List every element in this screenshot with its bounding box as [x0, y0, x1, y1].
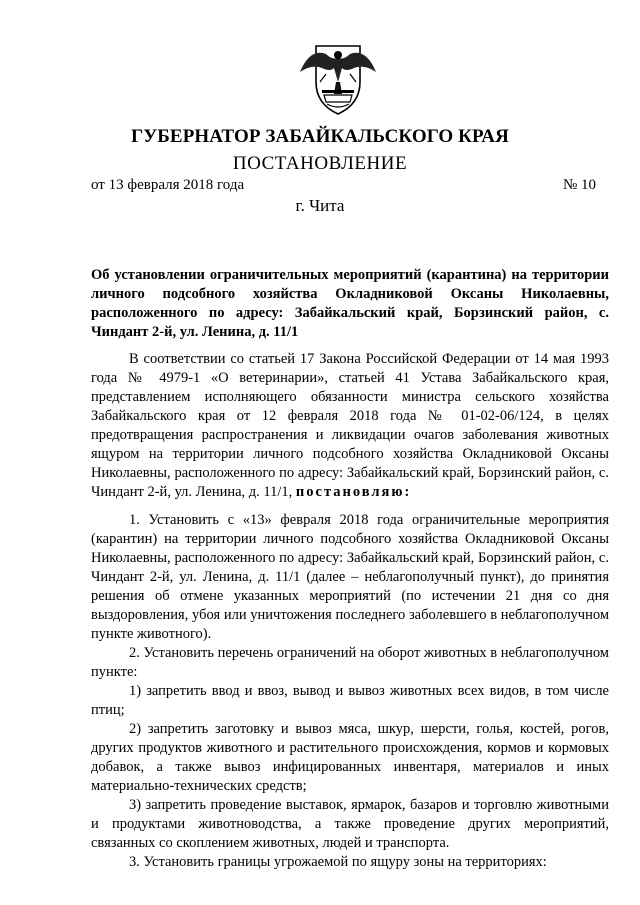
document-body: [91, 350, 609, 872]
document-date: от 13 февраля 2018 года: [91, 177, 245, 193]
authority-title: ГУБЕРНАТОР ЗАБАЙКАЛЬСКОГО КРАЯ: [131, 126, 509, 147]
document-city: г. Чита: [295, 196, 345, 215]
paragraph-2-item-3: 3) запретить проведение выставок, ярмарок, базаров и торговлю животными и продуктами животноводства, а также проведение других мероприятий, связанных со скоплением животных, людей и транспорта.: [91, 797, 609, 851]
preamble-keyword: постановляю:: [295, 484, 412, 500]
document-subject: Об установлении ограничительных мероприятий (карантина) на территории личного подсобного хозяйства Окладниковой Оксаны Николаевны, расположенного по адресу: Забайкальский край, Борзинский район, с. Чиндант 2-й, ул. Ленина, д. 11/1: [91, 267, 609, 340]
paragraph-2-item-1: 1) запретить ввод и ввоз, вывод и вывоз животных всех видов, в том числе птиц;: [91, 683, 609, 718]
paragraph-1: 1. Установить с «13» февраля 2018 года ограничительные мероприятия (карантин) на территории личного подсобного хозяйства Окладниковой Оксаны Николаевны, расположенного по адресу: Забайкальский край, Борзинский район, с. Чиндант 2-й, ул. Ленина, д. 11/1 (далее – неблагополучный пункт), до принятия решения об отмене указанных мероприятий (по истечении 21 дня со дня выздоровления, убоя или уничтожения последнего заболевшего в неблагополучном пункте животного).: [91, 512, 609, 642]
preamble-paragraph: [91, 350, 609, 502]
document-number: № 10: [562, 177, 596, 193]
paragraph-2: 2. Установить перечень ограничений на оборот животных в неблагополучном пункте:: [91, 645, 609, 680]
paragraph-3: 3. Установить границы угрожаемой по ящуру зоны на территориях:: [129, 854, 547, 870]
document-type-title: ПОСТАНОВЛЕНИЕ: [232, 153, 408, 174]
paragraph-2-item-2: 2) запретить заготовку и вывоз мяса, шкур, шерсти, голья, костей, рогов, других продуктов животного и растительного происхождения, кормов и кормовых добавок, а также вывоз инфицированных инвентаря, материалов и иных материально-технических средств;: [91, 721, 609, 794]
coat-of-arms-emblem: [296, 38, 380, 118]
preamble-text: В соответствии со статьей 17 Закона Российской Федерации от 14 мая 1993 года № 4979-1 «О ветеринарии», статьей 41 Устава Забайкальского края, представлением исполняющего обязанности министра сельского хозяйства Забайкальского края от 12 февраля 2018 года № 01-02-06/124, в целях предотвращения распространения и ликвидации очагов заболевания животных ящуром на территории личного подсобного хозяйства Окладниковой Оксаны Николаевны, расположенного по адресу: Забайкальский край, Борзинский район, с. Чиндант 2-й, ул. Ленина, д. 11/1,: [91, 351, 609, 500]
